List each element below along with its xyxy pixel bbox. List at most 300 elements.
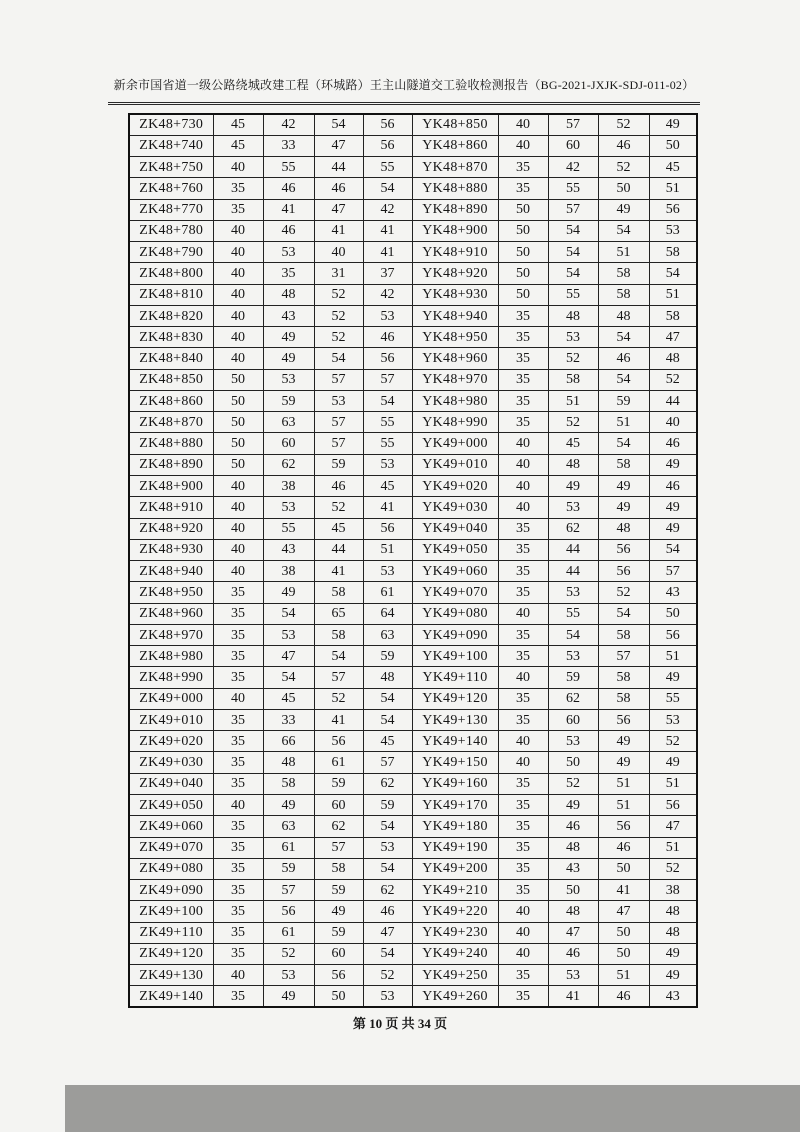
value-cell: 48 bbox=[649, 922, 697, 943]
value-cell: 40 bbox=[498, 135, 548, 156]
value-cell: 40 bbox=[213, 476, 263, 497]
table-row bbox=[129, 157, 697, 178]
value-cell: 33 bbox=[263, 709, 314, 730]
value-cell: 48 bbox=[598, 305, 649, 326]
value-cell: 38 bbox=[263, 476, 314, 497]
value-cell: 40 bbox=[498, 497, 548, 518]
value-cell: 35 bbox=[213, 943, 263, 964]
value-cell: 53 bbox=[649, 709, 697, 730]
value-cell: 50 bbox=[598, 178, 649, 199]
value-cell: 40 bbox=[213, 688, 263, 709]
value-cell: 40 bbox=[213, 348, 263, 369]
station-cell: YK49+190 bbox=[412, 837, 498, 858]
station-cell: ZK48+790 bbox=[129, 242, 213, 263]
station-cell: YK49+210 bbox=[412, 880, 498, 901]
value-cell: 35 bbox=[213, 773, 263, 794]
value-cell: 52 bbox=[314, 305, 363, 326]
value-cell: 50 bbox=[213, 390, 263, 411]
value-cell: 63 bbox=[263, 816, 314, 837]
value-cell: 35 bbox=[498, 327, 548, 348]
value-cell: 49 bbox=[649, 454, 697, 475]
value-cell: 43 bbox=[263, 305, 314, 326]
value-cell: 46 bbox=[263, 178, 314, 199]
value-cell: 53 bbox=[363, 454, 412, 475]
value-cell: 55 bbox=[363, 157, 412, 178]
value-cell: 35 bbox=[498, 646, 548, 667]
value-cell: 49 bbox=[598, 497, 649, 518]
table-row bbox=[129, 837, 697, 858]
value-cell: 52 bbox=[649, 369, 697, 390]
value-cell: 35 bbox=[498, 582, 548, 603]
station-cell: ZK48+930 bbox=[129, 539, 213, 560]
value-cell: 56 bbox=[363, 518, 412, 539]
value-cell: 59 bbox=[314, 454, 363, 475]
value-cell: 50 bbox=[213, 369, 263, 390]
value-cell: 46 bbox=[263, 220, 314, 241]
value-cell: 48 bbox=[548, 837, 598, 858]
value-cell: 44 bbox=[548, 561, 598, 582]
value-cell: 57 bbox=[314, 433, 363, 454]
value-cell: 40 bbox=[213, 795, 263, 816]
value-cell: 41 bbox=[363, 220, 412, 241]
value-cell: 58 bbox=[598, 624, 649, 645]
value-cell: 35 bbox=[213, 709, 263, 730]
value-cell: 52 bbox=[314, 327, 363, 348]
value-cell: 42 bbox=[263, 114, 314, 135]
station-cell: YK49+030 bbox=[412, 497, 498, 518]
value-cell: 48 bbox=[548, 454, 598, 475]
value-cell: 62 bbox=[548, 518, 598, 539]
value-cell: 51 bbox=[363, 539, 412, 560]
station-cell: ZK48+970 bbox=[129, 624, 213, 645]
value-cell: 49 bbox=[263, 348, 314, 369]
table-row bbox=[129, 263, 697, 284]
table-row bbox=[129, 965, 697, 986]
value-cell: 52 bbox=[263, 943, 314, 964]
value-cell: 45 bbox=[363, 476, 412, 497]
value-cell: 43 bbox=[649, 986, 697, 1007]
station-cell: ZK49+130 bbox=[129, 965, 213, 986]
table-row bbox=[129, 242, 697, 263]
station-cell: YK49+200 bbox=[412, 858, 498, 879]
value-cell: 35 bbox=[498, 986, 548, 1007]
value-cell: 46 bbox=[598, 837, 649, 858]
value-cell: 54 bbox=[363, 178, 412, 199]
table-row bbox=[129, 582, 697, 603]
value-cell: 49 bbox=[649, 752, 697, 773]
value-cell: 46 bbox=[598, 348, 649, 369]
table-row bbox=[129, 773, 697, 794]
table-row bbox=[129, 497, 697, 518]
value-cell: 40 bbox=[498, 603, 548, 624]
value-cell: 35 bbox=[498, 305, 548, 326]
station-cell: ZK48+900 bbox=[129, 476, 213, 497]
value-cell: 52 bbox=[314, 688, 363, 709]
value-cell: 56 bbox=[314, 731, 363, 752]
value-cell: 43 bbox=[548, 858, 598, 879]
value-cell: 46 bbox=[363, 901, 412, 922]
value-cell: 54 bbox=[598, 369, 649, 390]
station-cell: ZK49+120 bbox=[129, 943, 213, 964]
station-cell: YK49+160 bbox=[412, 773, 498, 794]
value-cell: 60 bbox=[314, 795, 363, 816]
value-cell: 44 bbox=[548, 539, 598, 560]
value-cell: 40 bbox=[498, 922, 548, 943]
value-cell: 58 bbox=[548, 369, 598, 390]
value-cell: 35 bbox=[213, 646, 263, 667]
value-cell: 57 bbox=[314, 369, 363, 390]
station-cell: ZK49+050 bbox=[129, 795, 213, 816]
value-cell: 44 bbox=[649, 390, 697, 411]
value-cell: 40 bbox=[498, 433, 548, 454]
value-cell: 45 bbox=[213, 114, 263, 135]
station-cell: YK49+060 bbox=[412, 561, 498, 582]
value-cell: 55 bbox=[263, 518, 314, 539]
value-cell: 51 bbox=[598, 412, 649, 433]
value-cell: 40 bbox=[314, 242, 363, 263]
station-cell: YK48+960 bbox=[412, 348, 498, 369]
value-cell: 50 bbox=[314, 986, 363, 1007]
station-cell: YK49+120 bbox=[412, 688, 498, 709]
station-cell: ZK48+810 bbox=[129, 284, 213, 305]
value-cell: 49 bbox=[263, 327, 314, 348]
value-cell: 35 bbox=[498, 412, 548, 433]
table-row bbox=[129, 220, 697, 241]
value-cell: 50 bbox=[649, 135, 697, 156]
station-cell: ZK49+080 bbox=[129, 858, 213, 879]
value-cell: 37 bbox=[363, 263, 412, 284]
value-cell: 60 bbox=[548, 135, 598, 156]
value-cell: 57 bbox=[314, 667, 363, 688]
value-cell: 35 bbox=[498, 965, 548, 986]
value-cell: 65 bbox=[314, 603, 363, 624]
value-cell: 35 bbox=[498, 858, 548, 879]
station-cell: ZK48+880 bbox=[129, 433, 213, 454]
table-row bbox=[129, 305, 697, 326]
value-cell: 49 bbox=[649, 518, 697, 539]
value-cell: 40 bbox=[213, 305, 263, 326]
value-cell: 42 bbox=[363, 284, 412, 305]
station-cell: ZK48+990 bbox=[129, 667, 213, 688]
station-cell: ZK49+040 bbox=[129, 773, 213, 794]
table-row bbox=[129, 561, 697, 582]
value-cell: 54 bbox=[548, 220, 598, 241]
value-cell: 49 bbox=[649, 497, 697, 518]
value-cell: 53 bbox=[363, 986, 412, 1007]
table-row bbox=[129, 348, 697, 369]
value-cell: 35 bbox=[213, 199, 263, 220]
station-cell: ZK49+060 bbox=[129, 816, 213, 837]
value-cell: 52 bbox=[548, 773, 598, 794]
report-title: 新余市国省道一级公路绕城改建工程（环城路）王主山隧道交工验收检测报告（BG-2021-JXJK-SDJ-011-02） bbox=[113, 78, 695, 92]
value-cell: 56 bbox=[649, 795, 697, 816]
value-cell: 57 bbox=[649, 561, 697, 582]
value-cell: 59 bbox=[598, 390, 649, 411]
value-cell: 45 bbox=[314, 518, 363, 539]
table-row bbox=[129, 688, 697, 709]
value-cell: 35 bbox=[213, 603, 263, 624]
value-cell: 58 bbox=[314, 624, 363, 645]
value-cell: 53 bbox=[548, 646, 598, 667]
report-header bbox=[108, 74, 700, 105]
value-cell: 59 bbox=[263, 390, 314, 411]
value-cell: 62 bbox=[548, 688, 598, 709]
value-cell: 35 bbox=[213, 624, 263, 645]
value-cell: 41 bbox=[363, 497, 412, 518]
value-cell: 40 bbox=[498, 731, 548, 752]
value-cell: 46 bbox=[363, 327, 412, 348]
value-cell: 58 bbox=[649, 305, 697, 326]
value-cell: 61 bbox=[363, 582, 412, 603]
value-cell: 46 bbox=[314, 178, 363, 199]
value-cell: 50 bbox=[498, 242, 548, 263]
value-cell: 58 bbox=[263, 773, 314, 794]
value-cell: 47 bbox=[314, 135, 363, 156]
station-cell: YK48+870 bbox=[412, 157, 498, 178]
station-cell: ZK48+910 bbox=[129, 497, 213, 518]
station-cell: YK48+900 bbox=[412, 220, 498, 241]
value-cell: 53 bbox=[548, 327, 598, 348]
station-cell: YK49+080 bbox=[412, 603, 498, 624]
value-cell: 53 bbox=[363, 305, 412, 326]
value-cell: 53 bbox=[263, 242, 314, 263]
station-cell: ZK48+760 bbox=[129, 178, 213, 199]
value-cell: 51 bbox=[598, 242, 649, 263]
value-cell: 56 bbox=[314, 965, 363, 986]
value-cell: 52 bbox=[649, 731, 697, 752]
station-cell: YK49+050 bbox=[412, 539, 498, 560]
value-cell: 35 bbox=[498, 518, 548, 539]
table-row bbox=[129, 178, 697, 199]
value-cell: 62 bbox=[314, 816, 363, 837]
value-cell: 45 bbox=[649, 157, 697, 178]
value-cell: 35 bbox=[498, 773, 548, 794]
value-cell: 52 bbox=[314, 497, 363, 518]
value-cell: 56 bbox=[363, 135, 412, 156]
value-cell: 56 bbox=[649, 624, 697, 645]
station-cell: ZK49+000 bbox=[129, 688, 213, 709]
station-cell: YK49+260 bbox=[412, 986, 498, 1007]
value-cell: 40 bbox=[498, 667, 548, 688]
value-cell: 54 bbox=[598, 220, 649, 241]
station-cell: YK48+970 bbox=[412, 369, 498, 390]
table-row bbox=[129, 795, 697, 816]
station-cell: YK48+940 bbox=[412, 305, 498, 326]
table-row bbox=[129, 624, 697, 645]
value-cell: 56 bbox=[363, 114, 412, 135]
value-cell: 35 bbox=[213, 178, 263, 199]
value-cell: 49 bbox=[649, 943, 697, 964]
station-cell: YK49+240 bbox=[412, 943, 498, 964]
value-cell: 48 bbox=[263, 284, 314, 305]
table-row bbox=[129, 518, 697, 539]
value-cell: 41 bbox=[548, 986, 598, 1007]
station-cell: ZK48+780 bbox=[129, 220, 213, 241]
value-cell: 53 bbox=[548, 731, 598, 752]
station-cell: YK49+140 bbox=[412, 731, 498, 752]
station-cell: ZK48+830 bbox=[129, 327, 213, 348]
value-cell: 35 bbox=[213, 880, 263, 901]
value-cell: 53 bbox=[649, 220, 697, 241]
value-cell: 50 bbox=[548, 752, 598, 773]
value-cell: 35 bbox=[498, 178, 548, 199]
value-cell: 66 bbox=[263, 731, 314, 752]
value-cell: 45 bbox=[213, 135, 263, 156]
value-cell: 54 bbox=[263, 667, 314, 688]
value-cell: 57 bbox=[314, 412, 363, 433]
scanner-background bbox=[65, 1085, 800, 1132]
station-cell: YK49+230 bbox=[412, 922, 498, 943]
value-cell: 55 bbox=[263, 157, 314, 178]
table-row bbox=[129, 922, 697, 943]
station-cell: YK48+880 bbox=[412, 178, 498, 199]
value-cell: 50 bbox=[498, 220, 548, 241]
value-cell: 47 bbox=[598, 901, 649, 922]
value-cell: 44 bbox=[314, 539, 363, 560]
station-cell: YK48+890 bbox=[412, 199, 498, 220]
value-cell: 54 bbox=[649, 539, 697, 560]
value-cell: 54 bbox=[598, 327, 649, 348]
value-cell: 45 bbox=[548, 433, 598, 454]
station-cell: ZK49+090 bbox=[129, 880, 213, 901]
value-cell: 38 bbox=[649, 880, 697, 901]
value-cell: 35 bbox=[213, 901, 263, 922]
value-cell: 58 bbox=[598, 688, 649, 709]
value-cell: 40 bbox=[213, 497, 263, 518]
value-cell: 50 bbox=[598, 943, 649, 964]
value-cell: 47 bbox=[263, 646, 314, 667]
table-row bbox=[129, 454, 697, 475]
table-row bbox=[129, 752, 697, 773]
value-cell: 59 bbox=[263, 858, 314, 879]
value-cell: 61 bbox=[263, 837, 314, 858]
value-cell: 35 bbox=[213, 816, 263, 837]
value-cell: 62 bbox=[263, 454, 314, 475]
value-cell: 49 bbox=[649, 114, 697, 135]
value-cell: 59 bbox=[548, 667, 598, 688]
table-row bbox=[129, 667, 697, 688]
value-cell: 46 bbox=[649, 476, 697, 497]
value-cell: 40 bbox=[498, 943, 548, 964]
value-cell: 50 bbox=[498, 284, 548, 305]
value-cell: 58 bbox=[598, 454, 649, 475]
value-cell: 33 bbox=[263, 135, 314, 156]
value-cell: 59 bbox=[363, 646, 412, 667]
table-row bbox=[129, 603, 697, 624]
value-cell: 56 bbox=[263, 901, 314, 922]
value-cell: 35 bbox=[213, 922, 263, 943]
table-row bbox=[129, 390, 697, 411]
station-cell: YK48+980 bbox=[412, 390, 498, 411]
value-cell: 52 bbox=[314, 284, 363, 305]
station-cell: YK48+920 bbox=[412, 263, 498, 284]
station-cell: ZK49+140 bbox=[129, 986, 213, 1007]
value-cell: 48 bbox=[263, 752, 314, 773]
table-row bbox=[129, 943, 697, 964]
value-cell: 57 bbox=[314, 837, 363, 858]
station-cell: ZK49+100 bbox=[129, 901, 213, 922]
station-cell: ZK48+950 bbox=[129, 582, 213, 603]
value-cell: 53 bbox=[363, 837, 412, 858]
station-cell: ZK48+860 bbox=[129, 390, 213, 411]
value-cell: 63 bbox=[363, 624, 412, 645]
station-cell: YK49+220 bbox=[412, 901, 498, 922]
value-cell: 59 bbox=[314, 922, 363, 943]
value-cell: 35 bbox=[498, 348, 548, 369]
value-cell: 53 bbox=[263, 624, 314, 645]
value-cell: 54 bbox=[363, 709, 412, 730]
value-cell: 31 bbox=[314, 263, 363, 284]
value-cell: 46 bbox=[548, 943, 598, 964]
station-cell: ZK48+980 bbox=[129, 646, 213, 667]
value-cell: 40 bbox=[649, 412, 697, 433]
value-cell: 61 bbox=[263, 922, 314, 943]
station-cell: YK49+180 bbox=[412, 816, 498, 837]
station-cell: YK49+250 bbox=[412, 965, 498, 986]
value-cell: 50 bbox=[213, 412, 263, 433]
value-cell: 53 bbox=[548, 497, 598, 518]
station-cell: ZK48+960 bbox=[129, 603, 213, 624]
value-cell: 35 bbox=[498, 880, 548, 901]
value-cell: 40 bbox=[213, 539, 263, 560]
value-cell: 40 bbox=[498, 752, 548, 773]
station-cell: ZK48+730 bbox=[129, 114, 213, 135]
value-cell: 64 bbox=[363, 603, 412, 624]
value-cell: 35 bbox=[498, 795, 548, 816]
value-cell: 47 bbox=[649, 327, 697, 348]
value-cell: 40 bbox=[213, 220, 263, 241]
value-cell: 45 bbox=[363, 731, 412, 752]
value-cell: 62 bbox=[363, 880, 412, 901]
value-cell: 54 bbox=[649, 263, 697, 284]
value-cell: 56 bbox=[598, 539, 649, 560]
value-cell: 51 bbox=[548, 390, 598, 411]
value-cell: 48 bbox=[598, 518, 649, 539]
table-row bbox=[129, 539, 697, 560]
value-cell: 48 bbox=[548, 901, 598, 922]
value-cell: 56 bbox=[598, 561, 649, 582]
station-cell: YK49+130 bbox=[412, 709, 498, 730]
value-cell: 35 bbox=[498, 157, 548, 178]
table-row bbox=[129, 646, 697, 667]
station-cell: YK49+170 bbox=[412, 795, 498, 816]
value-cell: 49 bbox=[598, 476, 649, 497]
value-cell: 35 bbox=[263, 263, 314, 284]
value-cell: 54 bbox=[363, 816, 412, 837]
value-cell: 54 bbox=[314, 348, 363, 369]
value-cell: 40 bbox=[498, 476, 548, 497]
value-cell: 47 bbox=[363, 922, 412, 943]
value-cell: 54 bbox=[548, 242, 598, 263]
value-cell: 35 bbox=[213, 837, 263, 858]
value-cell: 35 bbox=[498, 816, 548, 837]
table-row bbox=[129, 284, 697, 305]
value-cell: 54 bbox=[263, 603, 314, 624]
value-cell: 50 bbox=[213, 454, 263, 475]
value-cell: 54 bbox=[598, 433, 649, 454]
value-cell: 46 bbox=[598, 135, 649, 156]
value-cell: 51 bbox=[598, 795, 649, 816]
value-cell: 40 bbox=[498, 114, 548, 135]
value-cell: 49 bbox=[598, 731, 649, 752]
value-cell: 35 bbox=[498, 709, 548, 730]
station-cell: ZK49+020 bbox=[129, 731, 213, 752]
table-row bbox=[129, 816, 697, 837]
value-cell: 40 bbox=[213, 263, 263, 284]
value-cell: 43 bbox=[263, 539, 314, 560]
value-cell: 60 bbox=[548, 709, 598, 730]
value-cell: 41 bbox=[314, 561, 363, 582]
